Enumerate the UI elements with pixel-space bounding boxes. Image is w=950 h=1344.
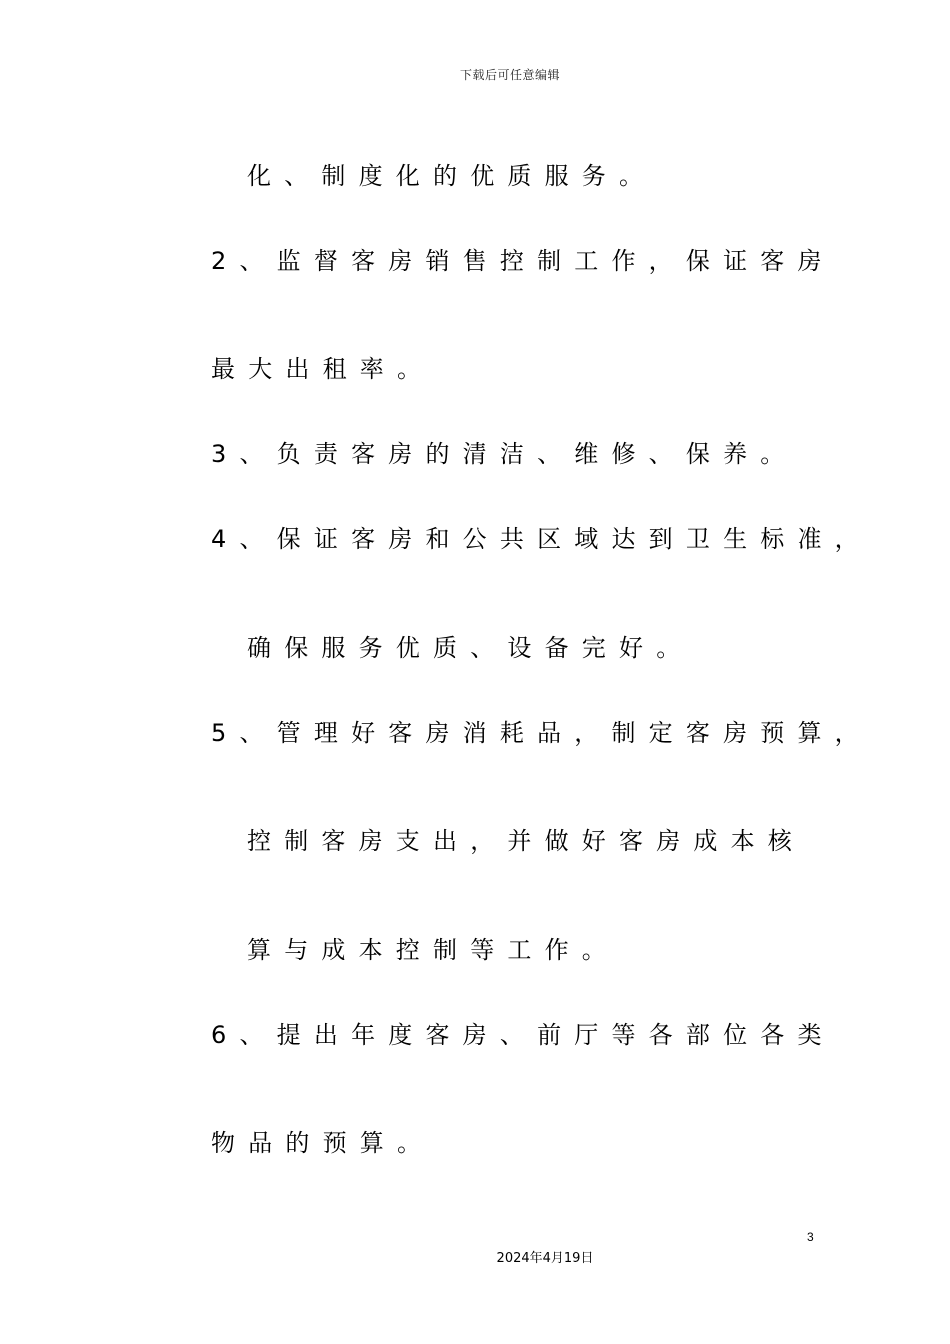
text-line: 确保服务优质、设备完好。 — [247, 634, 694, 662]
page-number: 3 — [807, 1230, 814, 1244]
text-line: 算与成本控制等工作。 — [247, 936, 619, 964]
text-line: 最大出租率。 — [211, 355, 435, 383]
list-item-4: 4、保证客房和公共区域达到卫生标准， — [211, 525, 872, 553]
list-item-3: 3、负责客房的清洁、维修、保养。 — [211, 440, 798, 468]
list-item-5: 5、管理好客房消耗品，制定客房预算， — [211, 719, 872, 747]
text-line: 物品的预算。 — [211, 1129, 435, 1157]
list-item-2: 2、监督客房销售控制工作，保证客房 — [211, 247, 835, 275]
text-line: 控制客房支出，并做好客房成本核 — [247, 827, 805, 855]
footer-date: 2024年4月19日 — [496, 1251, 594, 1266]
page-header: 下载后可任意编辑 — [459, 68, 560, 82]
text-line: 化、制度化的优质服务。 — [247, 162, 657, 190]
list-item-6: 6、提出年度客房、前厅等各部位各类 — [211, 1021, 835, 1049]
